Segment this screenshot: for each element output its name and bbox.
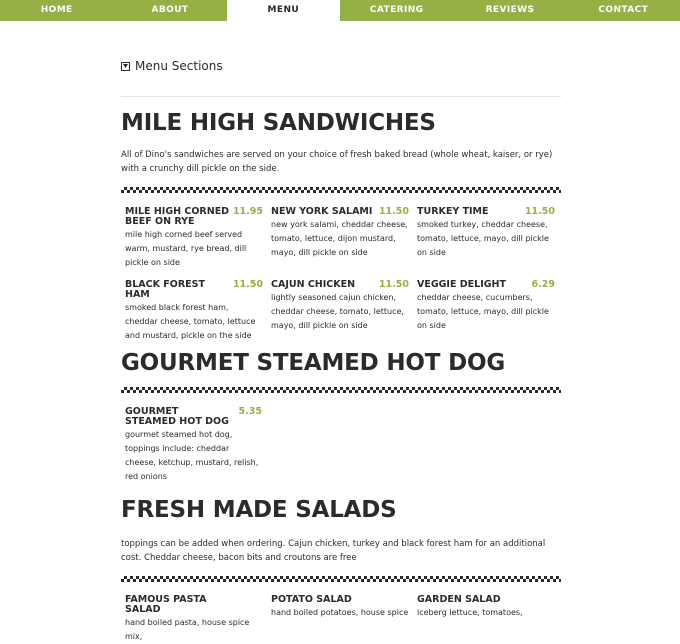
nav-catering[interactable]: CATERING	[369, 5, 424, 15]
section-title-sandwiches: MILE HIGH SANDWICHES	[121, 110, 436, 136]
item-description: cheddar cheese, cucumbers, tomato, lettuce, mayo, dill pickle on side	[417, 293, 549, 330]
section-intro-sandwiches: All of Dino's sandwiches are served on your choice of fresh baked bread (whole wheat, kaiser, or rye) with a crunchy dill pickle on the side.	[121, 150, 553, 174]
item-description: hand boiled potatoes, house spice	[271, 608, 409, 617]
sandwiches-grid	[121, 207, 561, 270]
menu-item	[413, 280, 559, 343]
menu-item	[121, 207, 267, 270]
chevron-down-icon	[121, 62, 130, 71]
menu-sections-toggle[interactable]	[121, 58, 561, 74]
menu-content	[121, 58, 561, 644]
item-name: FAMOUS PASTA SALAD	[125, 594, 207, 615]
menu-item	[413, 207, 559, 270]
item-description: new york salami, cheddar cheese, tomato, lettuce, dijon mustard, mayo, dill pickle on side	[271, 220, 408, 257]
menu-item	[121, 595, 267, 644]
item-name: TURKEY TIME	[417, 206, 489, 217]
menu-item	[121, 407, 267, 484]
section-title-salads: FRESH MADE SALADS	[121, 497, 397, 523]
item-description: iceberg lettuce, tomatoes,	[417, 608, 523, 617]
item-description: lightly seasoned cajun chicken, cheddar cheese, tomato, lettuce, mayo, dill pickle on side	[271, 293, 404, 330]
main-nav	[0, 0, 680, 21]
nav-home[interactable]: HOME	[40, 5, 73, 15]
item-name: MILE HIGH CORNED BEEF ON RYE	[125, 206, 230, 227]
item-price: 11.95	[232, 206, 263, 217]
item-name: POTATO SALAD	[271, 594, 352, 605]
menu-item	[413, 595, 559, 644]
nav-menu[interactable]: MENU	[227, 0, 340, 21]
item-price: 11.50	[232, 279, 263, 290]
item-price: 11.50	[524, 206, 555, 217]
item-name: CAJUN CHICKEN	[271, 279, 356, 290]
hot-dog-grid	[121, 407, 561, 484]
item-price: 6.29	[531, 279, 555, 290]
item-price: 5.35	[238, 406, 262, 417]
divider	[121, 96, 561, 97]
section-title-hot-dog: GOURMET STEAMED HOT DOG	[121, 350, 505, 376]
item-name: GARDEN SALAD	[417, 594, 501, 605]
menu-item	[267, 595, 413, 644]
item-description: mile high corned beef served warm, mustard, rye bread, dill pickle on side	[125, 230, 247, 267]
nav-about[interactable]: ABOUT	[151, 5, 189, 15]
nav-reviews[interactable]: REVIEWS	[485, 5, 535, 15]
checker-divider	[121, 576, 561, 582]
item-price: 11.50	[378, 206, 409, 217]
menu-item	[121, 280, 267, 343]
menu-sections-label: Menu Sections	[135, 59, 223, 73]
item-name: VEGGIE DELIGHT	[417, 279, 506, 290]
checker-divider	[121, 387, 561, 393]
checker-divider	[121, 187, 561, 193]
item-description: gourmet steamed hot dog, toppings include: cheddar cheese, ketchup, mustard, relish, red onions	[125, 430, 259, 481]
item-name: BLACK FOREST HAM	[125, 279, 205, 300]
salads-grid	[121, 595, 561, 644]
item-name: GOURMET STEAMED HOT DOG	[125, 406, 229, 427]
item-name: NEW YORK SALAMI	[271, 206, 373, 217]
menu-item	[267, 207, 413, 270]
item-description: hand boiled pasta, house spice mix,	[125, 618, 250, 641]
sandwiches-grid-row-2	[121, 280, 561, 343]
item-description: smoked black forest ham, cheddar cheese, tomato, lettuce and mustard, pickle on the side	[125, 303, 256, 340]
menu-item	[267, 280, 413, 343]
item-price: 11.50	[378, 279, 409, 290]
nav-contact[interactable]: CONTACT	[598, 5, 649, 15]
item-description: smoked turkey, cheddar cheese, tomato, lettuce, mayo, dill pickle on side	[417, 220, 549, 257]
section-intro-salads: toppings can be added when ordering. Cajun chicken, turkey and black forest ham for an additional cost. Cheddar cheese, bacon bits and croutons are free	[121, 539, 546, 563]
